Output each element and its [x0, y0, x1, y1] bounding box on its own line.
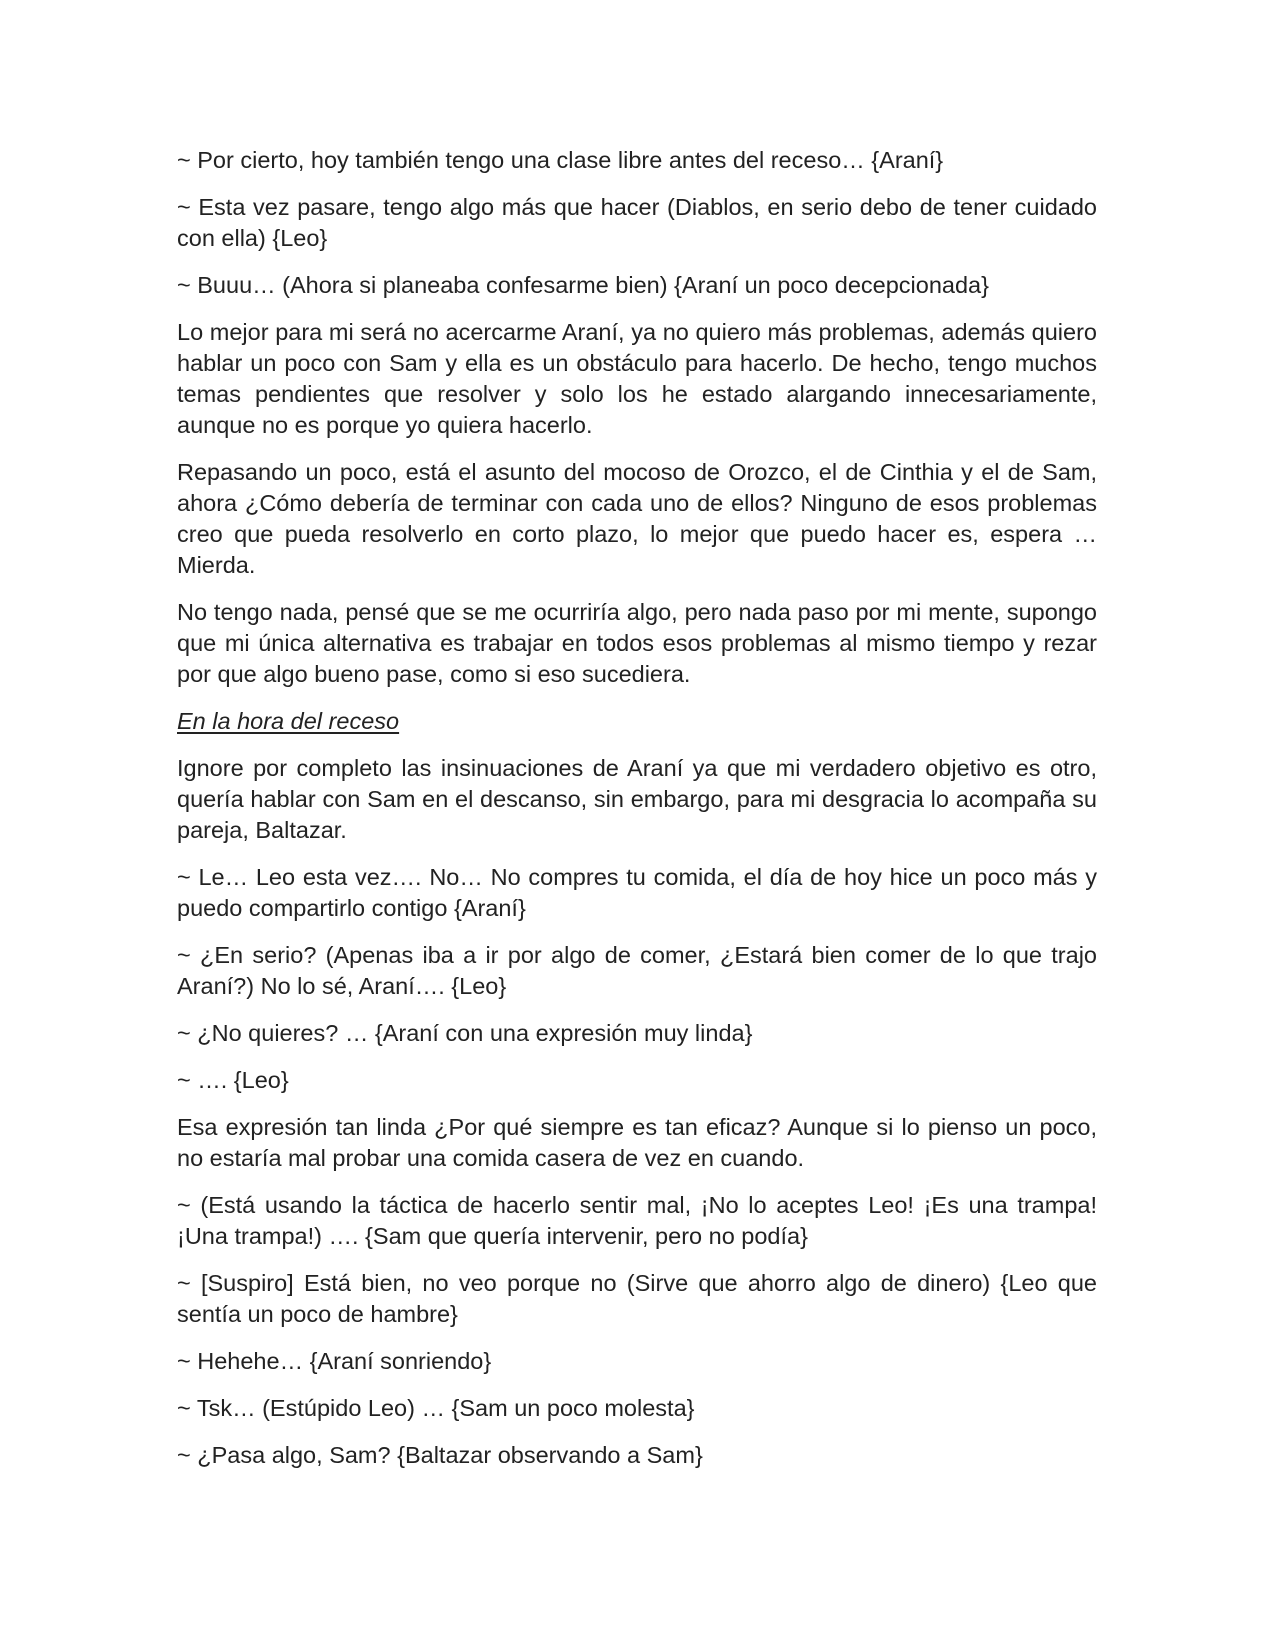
dialogue-line: ~ ¿Pasa algo, Sam? {Baltazar observando a Sam} — [177, 1442, 703, 1468]
narration-paragraph: Repasando un poco, está el asunto del mocoso de Orozco, el de Cinthia y el de Sam, ahora ¿Cómo debería de terminar con cada uno de ellos? Ninguno de esos problemas creo que pueda resolverlo en corto plazo, lo mejor que puedo hacer es, espera … Mierda. — [177, 459, 1097, 578]
narration-paragraph: No tengo nada, pensé que se me ocurriría algo, pero nada paso por mi mente, supongo que mi única alternativa es trabajar en todos esos problemas al mismo tiempo y rezar por que algo bueno pase, como si eso sucediera. — [177, 599, 1097, 687]
dialogue-line: ~ ¿En serio? (Apenas iba a ir por algo de comer, ¿Estará bien comer de lo que trajo Araní?) No lo sé, Araní…. {Leo} — [177, 942, 1097, 999]
narration-paragraph: Ignore por completo las insinuaciones de Araní ya que mi verdadero objetivo es otro, quería hablar con Sam en el descanso, sin embargo, para mi desgracia lo acompaña su pareja, Baltazar. — [177, 755, 1097, 843]
dialogue-line: ~ Por cierto, hoy también tengo una clase libre antes del receso… {Araní} — [177, 147, 944, 173]
narration-paragraph: Esa expresión tan linda ¿Por qué siempre es tan eficaz? Aunque si lo pienso un poco, no estaría mal probar una comida casera de vez en cuando. — [177, 1114, 1097, 1171]
dialogue-line: ~ …. {Leo} — [177, 1067, 289, 1093]
dialogue-line: ~ [Suspiro] Está bien, no veo porque no (Sirve que ahorro algo de dinero) {Leo que sentía un poco de hambre} — [177, 1270, 1097, 1327]
dialogue-line: ~ Buuu… (Ahora si planeaba confesarme bien) {Araní un poco decepcionada} — [177, 272, 989, 298]
dialogue-line: ~ (Está usando la táctica de hacerlo sentir mal, ¡No lo aceptes Leo! ¡Es una trampa! ¡Una trampa!) …. {Sam que quería intervenir, pero no podía} — [177, 1192, 1097, 1249]
scene-heading: En la hora del receso — [177, 708, 400, 734]
dialogue-line: ~ Le… Leo esta vez…. No… No compres tu comida, el día de hoy hice un poco más y puedo compartirlo contigo {Araní} — [177, 864, 1097, 921]
dialogue-line: ~ Hehehe… {Araní sonriendo} — [177, 1348, 492, 1374]
dialogue-line: ~ Tsk… (Estúpido Leo) … {Sam un poco molesta} — [177, 1395, 695, 1421]
dialogue-line: ~ ¿No quieres? … {Araní con una expresión muy linda} — [177, 1020, 753, 1046]
dialogue-line: ~ Esta vez pasare, tengo algo más que hacer (Diablos, en serio debo de tener cuidado con ella) {Leo} — [177, 194, 1097, 251]
document-body — [177, 145, 1097, 1487]
narration-paragraph: Lo mejor para mi será no acercarme Araní, ya no quiero más problemas, además quiero hablar un poco con Sam y ella es un obstáculo para hacerlo. De hecho, tengo muchos temas pendientes que resolver y solo los he estado alargando innecesariamente, aunque no es porque yo quiera hacerlo. — [177, 319, 1097, 438]
